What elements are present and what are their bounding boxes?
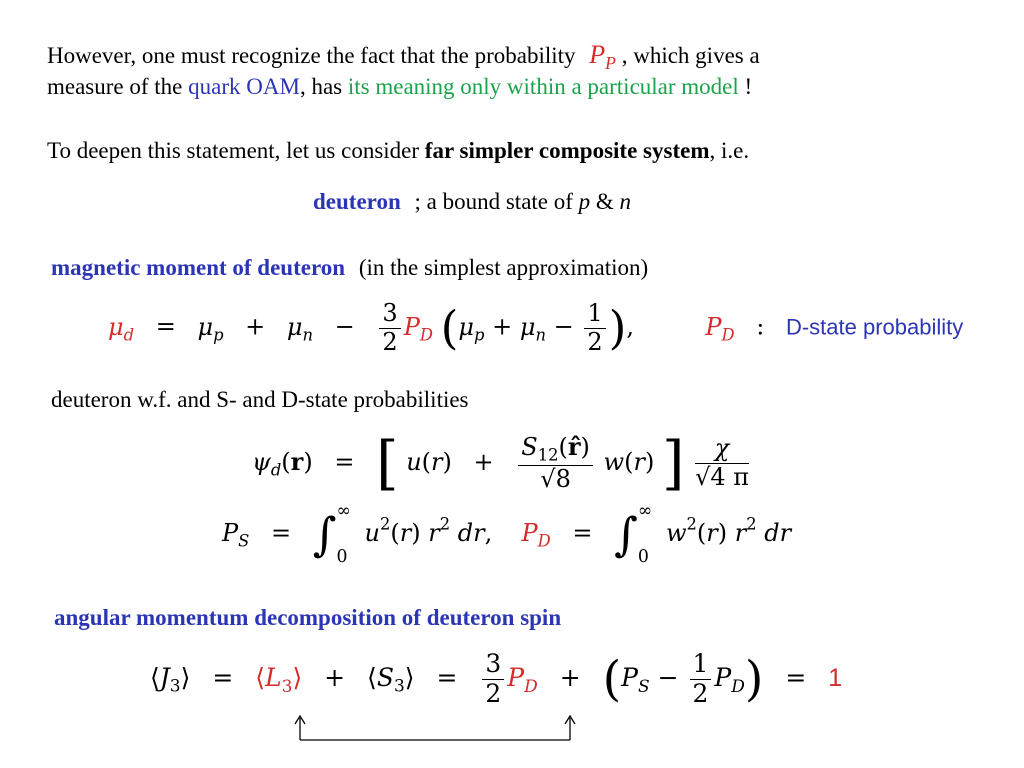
wavefunction-equation: $\psi_d(r)$ = [ u(r) + $\frac{S_{12}(r̂)}{√8}$ w(r) ] $\frac{\chi}{√4 \pi}$ [252, 430, 750, 497]
quark-oam-text: quark OAM [188, 74, 300, 99]
intro-text-2: , which gives a [621, 43, 760, 68]
intro-text-1: However, one must recognize the fact that the probability [47, 43, 576, 68]
orbital-angular-momentum-term: $⟨L_3⟩$ [255, 662, 303, 697]
probability-integrals: $P_S$ = ∫ ∞ 0 $u^2(r)$ $r^2$ dr, $P_D$ = ∫ ∞ 0 $w^2(r)$ $r^2$ dr [222, 501, 792, 567]
d-state-probability-label: D-state probability [785, 314, 964, 340]
statement-text-1: To deepen this statement, let us consider [47, 138, 420, 163]
bound-state-text: ; a bound state of [414, 189, 573, 214]
colon-text: : [756, 312, 765, 341]
pd-integral-symbol: $P_D$ [521, 519, 551, 551]
pd-symbol: $P_D$ [705, 312, 735, 345]
statement-text-2: , i.e. [709, 138, 750, 163]
model-meaning-text: its meaning only within a particular model [347, 74, 739, 99]
spin-result-value: 1 [828, 663, 843, 692]
intro-text-4: , has [299, 74, 343, 99]
proton-symbol: p [578, 189, 591, 214]
statement-bold-text: far simpler composite system [424, 138, 710, 163]
three-halves-fraction: $\frac{3}{2}$ [379, 300, 400, 356]
one-half-fraction-2: $\frac{1}{2}$ [690, 650, 712, 709]
angular-momentum-heading: angular momentum decomposition of deuteron spin [54, 605, 562, 630]
three-halves-fraction-2: $\frac{3}{2}$ [482, 650, 504, 709]
magnetic-moment-equation: $\mu_d = \mu_p + \mu_n$ − $\frac{3}{2}$ $P_D$ ($\mu_p + \mu_n$ − $\frac{1}{2}$ ), $P_D$ : D-state probability [108, 299, 964, 356]
neutron-symbol: n [619, 189, 632, 214]
magnetic-moment-heading: magnetic moment of deuteron [51, 255, 346, 280]
exclamation-text: ! [744, 74, 753, 99]
mu-d-symbol: $\mu_d$ [108, 312, 135, 345]
approximation-note: (in the simplest approximation) [358, 255, 649, 280]
chi-fraction: $\frac{\chi}{√4 \pi}$ [695, 434, 750, 491]
probability-symbol-sub: P [605, 53, 616, 74]
intro-text-3: measure of the [47, 74, 183, 99]
angular-momentum-equation: $⟨J_3⟩$ = $⟨L_3⟩$ + $⟨S_3⟩$ = $\frac{3}{2}$ $P_D + (P_S$ − $\frac{1}{2}$ $P_D) = 1$ [150, 649, 843, 708]
wf-heading: deuteron w.f. and S- and D-state probabilities [51, 387, 469, 412]
ampersand-text: & [595, 189, 614, 214]
probability-symbol-main: P [589, 40, 606, 69]
one-half-fraction: $\frac{1}{2}$ [584, 300, 605, 356]
deuteron-label: deuteron [313, 189, 401, 214]
s12-fraction: $\frac{S_{12}(r̂)}{√8}$ [518, 433, 593, 494]
